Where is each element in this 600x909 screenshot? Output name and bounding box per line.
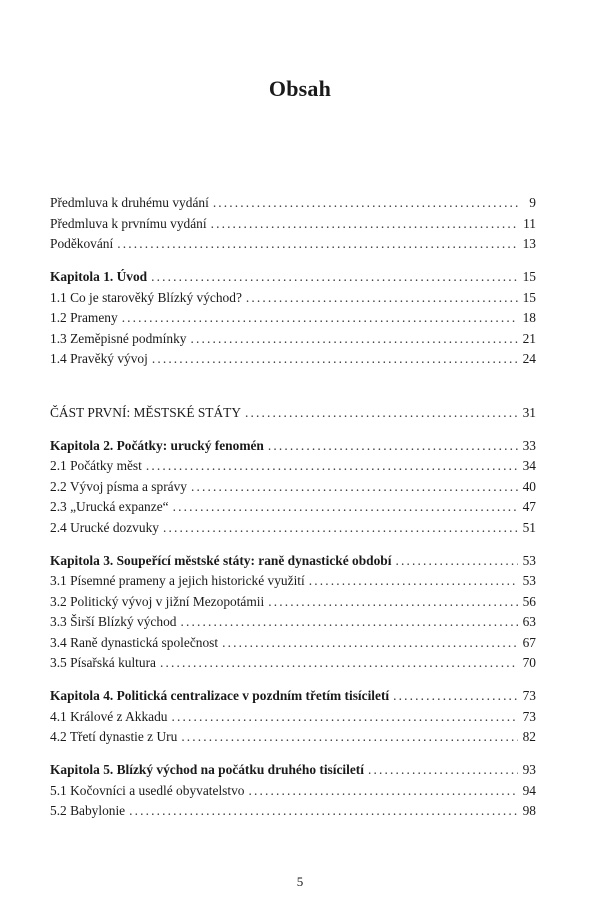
- toc-entry-title: 1.4 Pravěký vývoj: [50, 351, 148, 366]
- toc-entry-title: Kapitola 1. Úvod: [50, 269, 148, 284]
- toc-entry[interactable]: [50, 477, 536, 498]
- dot-leader: [129, 801, 518, 822]
- toc-entry[interactable]: [50, 288, 536, 309]
- dot-leader: [117, 234, 518, 255]
- dot-leader: [309, 571, 518, 592]
- dot-leader: [249, 781, 519, 802]
- toc-entry[interactable]: [50, 592, 536, 613]
- dot-leader: [268, 436, 518, 457]
- toc-entry-title: 5.1 Kočovníci a usedlé obyvatelstvo: [50, 782, 245, 798]
- section-spacer: [50, 255, 536, 268]
- dot-leader: [213, 193, 518, 214]
- toc-entry-page: 51: [522, 519, 536, 535]
- toc-entry-title: 3.3 Širší Blízký východ: [50, 614, 177, 629]
- toc-entry[interactable]: [50, 308, 536, 329]
- toc-entry-page: 13: [522, 236, 536, 251]
- toc-group: [50, 193, 536, 255]
- section-spacer: [50, 423, 536, 436]
- toc-entry[interactable]: [50, 329, 536, 350]
- toc-entry-page: 94: [522, 782, 536, 798]
- toc-entry[interactable]: [50, 653, 536, 674]
- toc-entry-page: 82: [522, 729, 536, 744]
- toc-entry[interactable]: [50, 403, 536, 424]
- toc-entry[interactable]: [50, 801, 536, 822]
- toc-group: [50, 760, 536, 822]
- toc-group: [50, 436, 536, 539]
- dot-leader: [268, 592, 518, 613]
- toc-entry-page: 67: [522, 634, 536, 650]
- toc-entry-title: Poděkování: [50, 236, 114, 251]
- toc-entry[interactable]: [50, 633, 536, 654]
- dot-leader: [146, 456, 518, 477]
- toc-entry-title: 1.2 Prameny: [50, 310, 118, 325]
- toc-entry-page: 15: [522, 289, 536, 305]
- dot-leader: [151, 267, 518, 288]
- toc-entry-title: 3.2 Politický vývoj v jižní Mezopotámii: [50, 593, 265, 609]
- toc-chapter-entry[interactable]: [50, 760, 536, 781]
- dot-leader: [160, 653, 518, 674]
- toc-entry-title: Kapitola 4. Politická centralizace v pozdním třetím tisíciletí: [50, 688, 390, 703]
- toc-entry-page: 24: [522, 351, 536, 366]
- toc-entry[interactable]: [50, 518, 536, 539]
- toc-entry-page: 73: [522, 708, 536, 724]
- toc-entry[interactable]: [50, 234, 536, 255]
- toc-entry-page: 93: [522, 762, 536, 777]
- toc-chapter-entry[interactable]: [50, 551, 536, 572]
- toc-entry-title: ČÁST PRVNÍ: MĚSTSKÉ STÁTY: [50, 404, 242, 420]
- toc-group: [50, 403, 536, 424]
- section-spacer: [50, 674, 536, 687]
- dot-leader: [163, 518, 518, 539]
- toc-chapter-entry[interactable]: [50, 686, 536, 707]
- dot-leader: [393, 686, 518, 707]
- toc-entry[interactable]: [50, 214, 536, 235]
- toc-entry-page: 40: [522, 478, 536, 494]
- toc-entry[interactable]: [50, 349, 536, 370]
- toc-entry-page: 15: [522, 269, 536, 284]
- dot-leader: [222, 633, 518, 654]
- toc-entry-page: 31: [522, 404, 536, 420]
- dot-leader: [172, 707, 518, 728]
- toc-entry-page: 18: [522, 310, 536, 325]
- toc-entry-title: Kapitola 5. Blízký východ na počátku druhého tisíciletí: [50, 762, 364, 777]
- toc-group: [50, 267, 536, 370]
- toc-entry[interactable]: [50, 456, 536, 477]
- toc-entry[interactable]: [50, 612, 536, 633]
- dot-leader: [395, 551, 518, 572]
- toc-entry-title: 1.3 Zeměpisné podmínky: [50, 330, 187, 346]
- toc-entry-page: 63: [522, 614, 536, 629]
- toc-entry-page: 21: [522, 330, 536, 346]
- table-of-contents: [50, 193, 536, 822]
- page-number: 5: [296, 874, 304, 889]
- toc-entry-page: 53: [522, 573, 536, 588]
- toc-chapter-entry[interactable]: [50, 436, 536, 457]
- toc-entry[interactable]: [50, 193, 536, 214]
- toc-chapter-entry[interactable]: [50, 267, 536, 288]
- toc-entry-title: 3.5 Písařská kultura: [50, 655, 156, 670]
- toc-entry-page: 73: [522, 688, 536, 703]
- dot-leader: [122, 308, 518, 329]
- toc-entry-page: 98: [522, 803, 536, 818]
- toc-entry-title: 2.1 Počátky měst: [50, 458, 142, 473]
- toc-entry-title: 4.2 Třetí dynastie z Uru: [50, 729, 178, 744]
- toc-entry-title: Kapitola 2. Počátky: urucký fenomén: [50, 437, 264, 453]
- toc-entry-title: 1.1 Co je starověký Blízký východ?: [50, 289, 242, 305]
- toc-entry-page: 34: [522, 458, 536, 473]
- toc-entry-page: 47: [522, 499, 536, 514]
- dot-leader: [181, 727, 518, 748]
- toc-entry-title: 4.1 Králové z Akkadu: [50, 708, 168, 724]
- toc-entry-page: 11: [523, 215, 536, 231]
- section-spacer: [50, 538, 536, 551]
- toc-entry-title: 3.4 Raně dynastická společnost: [50, 634, 219, 650]
- toc-entry-page: 56: [522, 593, 536, 609]
- page-title: Obsah: [268, 76, 332, 101]
- dot-leader: [173, 497, 518, 518]
- toc-entry[interactable]: [50, 781, 536, 802]
- toc-entry[interactable]: [50, 497, 536, 518]
- toc-entry-page: 53: [522, 552, 536, 568]
- section-spacer: [50, 748, 536, 761]
- dot-leader: [246, 288, 518, 309]
- toc-entry-title: 2.4 Urucké dozvuky: [50, 519, 159, 535]
- section-spacer: [50, 370, 536, 403]
- toc-entry-title: Předmluva k druhému vydání: [50, 195, 209, 210]
- toc-entry-title: 2.3 „Urucká expanze“: [50, 499, 169, 514]
- toc-entry-page: 33: [522, 437, 536, 453]
- dot-leader: [191, 329, 519, 350]
- toc-entry-title: Kapitola 3. Soupeřící městské státy: raně dynastické období: [50, 552, 392, 568]
- toc-entry-title: Předmluva k prvnímu vydání: [50, 215, 207, 231]
- dot-leader: [211, 214, 518, 235]
- toc-group: [50, 686, 536, 748]
- toc-entry[interactable]: [50, 727, 536, 748]
- dot-leader: [245, 403, 518, 424]
- toc-entry[interactable]: [50, 571, 536, 592]
- dot-leader: [180, 612, 518, 633]
- toc-entry-title: 2.2 Vývoj písma a správy: [50, 478, 187, 494]
- toc-entry-page: 70: [522, 655, 536, 670]
- toc-group: [50, 551, 536, 674]
- dot-leader: [368, 760, 518, 781]
- toc-entry[interactable]: [50, 707, 536, 728]
- toc-entry-page: 9: [529, 195, 536, 210]
- toc-entry-title: 3.1 Písemné prameny a jejich historické využití: [50, 573, 305, 588]
- toc-entry-title: 5.2 Babylonie: [50, 803, 126, 818]
- dot-leader: [191, 477, 518, 498]
- dot-leader: [152, 349, 518, 370]
